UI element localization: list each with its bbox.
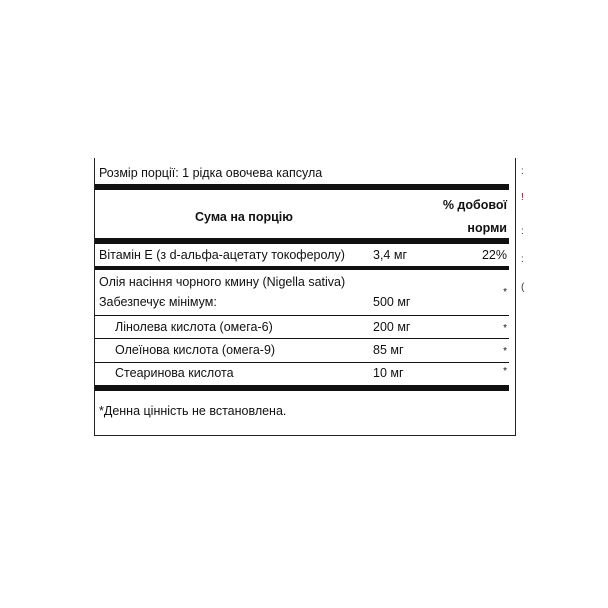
amount-per-serving-header: Сума на порцію bbox=[195, 210, 293, 224]
nutrient-daily-value: 22% bbox=[481, 248, 507, 262]
supplement-facts-panel bbox=[94, 158, 516, 436]
nutrient-name: Олеїнова кислота (омега-9) bbox=[115, 343, 276, 357]
thick-divider-mid bbox=[95, 266, 509, 270]
daily-value-header-line2: норми bbox=[467, 221, 507, 235]
edge-mark: : bbox=[521, 226, 524, 237]
row-divider bbox=[95, 315, 509, 316]
row-divider bbox=[95, 362, 509, 363]
thick-divider-header bbox=[95, 238, 509, 244]
nutrient-amount: 500 мг bbox=[373, 295, 411, 309]
footnote: *Денна цінність не встановлена. bbox=[99, 404, 287, 418]
nutrient-daily-value: * bbox=[503, 346, 507, 357]
nutrient-daily-value: * bbox=[503, 323, 507, 334]
nutrient-name: Лінолева кислота (омега-6) bbox=[115, 320, 273, 334]
nutrient-amount: 85 мг bbox=[373, 343, 404, 357]
nutrient-daily-value: * bbox=[503, 287, 507, 298]
edge-mark: ( bbox=[521, 282, 525, 293]
edge-mark: : bbox=[521, 254, 524, 265]
nutrient-amount: 10 мг bbox=[373, 366, 404, 380]
nutrient-name: Стеаринова кислота bbox=[115, 366, 234, 380]
nutrient-amount: 3,4 мг bbox=[373, 248, 408, 262]
thick-divider-top bbox=[95, 184, 509, 190]
nutrient-name: Олія насіння чорного кмину (Nigella sativa) bbox=[99, 275, 346, 289]
edge-mark: ! bbox=[521, 192, 524, 203]
thick-divider-bottom bbox=[95, 385, 509, 391]
daily-value-header-line1: % добової bbox=[442, 198, 507, 212]
row-divider bbox=[95, 338, 509, 339]
nutrient-name: Забезпечує мінімум: bbox=[99, 295, 217, 309]
edge-mark: : bbox=[521, 166, 524, 177]
serving-size: Розмір порції: 1 рідка овочева капсула bbox=[99, 166, 323, 180]
nutrient-daily-value: * bbox=[503, 366, 507, 377]
nutrient-amount: 200 мг bbox=[373, 320, 411, 334]
nutrient-name: Вітамін Е (з d-альфа-ацетату токоферолу) bbox=[99, 248, 345, 262]
